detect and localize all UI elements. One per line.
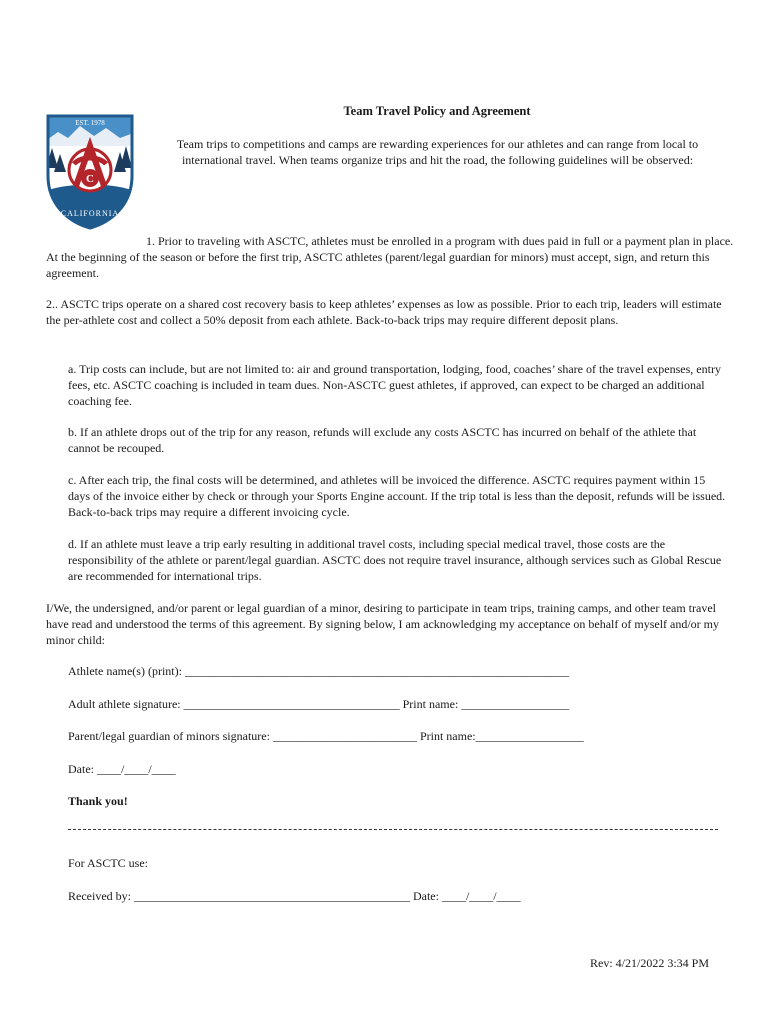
logo-est-text: EST. 1978	[75, 119, 105, 127]
thank-you-text: Thank you!	[68, 794, 128, 808]
revision-stamp: Rev: 4/21/2022 3:34 PM	[590, 956, 710, 970]
document-title: Team Travel Policy and Agreement	[343, 104, 531, 118]
policy-sub-b: b. If an athlete drops out of the trip for any reason, refunds will exclude any costs ASCTC has incurred on behalf of the athlete that cannot be recouped.	[68, 425, 697, 455]
asctc-logo	[44, 112, 136, 230]
guardian-signature-field[interactable]: Parent/legal guardian of minors signature: ________________________ Print name:__________________	[68, 729, 584, 743]
athlete-name-field[interactable]: Athlete name(s) (print): ________________________________________________________________	[68, 664, 569, 678]
office-use-label: For ASCTC use:	[68, 856, 149, 870]
policy-item-1	[46, 233, 736, 281]
policy-item-2: 2.. ASCTC trips operate on a shared cost recovery basis to keep athletes’ expenses as low as possible. Prior to each trip, leaders will estimate the per-athlete cost and collect a 50% deposit from each athlete. Back-to-back trips may require different deposit plans.	[46, 297, 722, 327]
policy-sub-a: a. Trip costs can include, but are not limited to: air and ground transportation, lodging, food, coaches’ share of the travel expenses, entry fees, etc. ASCTC coaching is included in team dues. Non-ASCTC guest athletes, if approved, can expect to be charged an additional coaching fee.	[68, 362, 721, 408]
svg-text:C: C	[86, 173, 94, 185]
consent-paragraph: I/We, the undersigned, and/or parent or legal guardian of a minor, desiring to participate in team trips, training camps, and other team travel have read and understood the terms of this agreement. By signing below, I am acknowledging my acceptance on behalf of myself and/or my minor child:	[46, 601, 720, 647]
cut-line-divider	[68, 829, 718, 830]
received-by-field[interactable]: Received by: ______________________________________________ Date: ____/____/____	[68, 889, 521, 903]
policy-sub-d: d. If an athlete must leave a trip early resulting in additional travel costs, including special medical travel, those costs are the responsibility of the athlete or parent/legal guardian. ASCTC does not require travel insurance, although services such as Global Rescue are recommended for international trips.	[68, 537, 722, 583]
adult-signature-field[interactable]: Adult athlete signature: ____________________________________ Print name: __________________	[68, 697, 570, 711]
policy-item-1-text: 1. Prior to traveling with ASCTC, athletes must be enrolled in a program with dues paid in full or a payment plan in place. At the beginning of the season or before the first trip, ASCTC athletes (parent/legal guardian for minors) must accept, sign, and return this agreement.	[46, 234, 734, 280]
logo-state-text: CALIFORNIA	[60, 209, 120, 218]
policy-sub-c: c. After each trip, the final costs will be determined, and athletes will be invoiced the difference. ASCTC requires payment within 15 days of the invoice either by check or through your Sports Engine account. If the trip total is less than the deposit, refunds will be issued. Back-to-back trips may require a different invoicing cycle.	[68, 473, 726, 519]
intro-paragraph: Team trips to competitions and camps are rewarding experiences for our athletes and can range from local to international travel. When teams organize trips and hit the road, the following guidelines will be observed:	[176, 137, 699, 167]
date-field[interactable]: Date: ____/____/____	[68, 762, 176, 776]
